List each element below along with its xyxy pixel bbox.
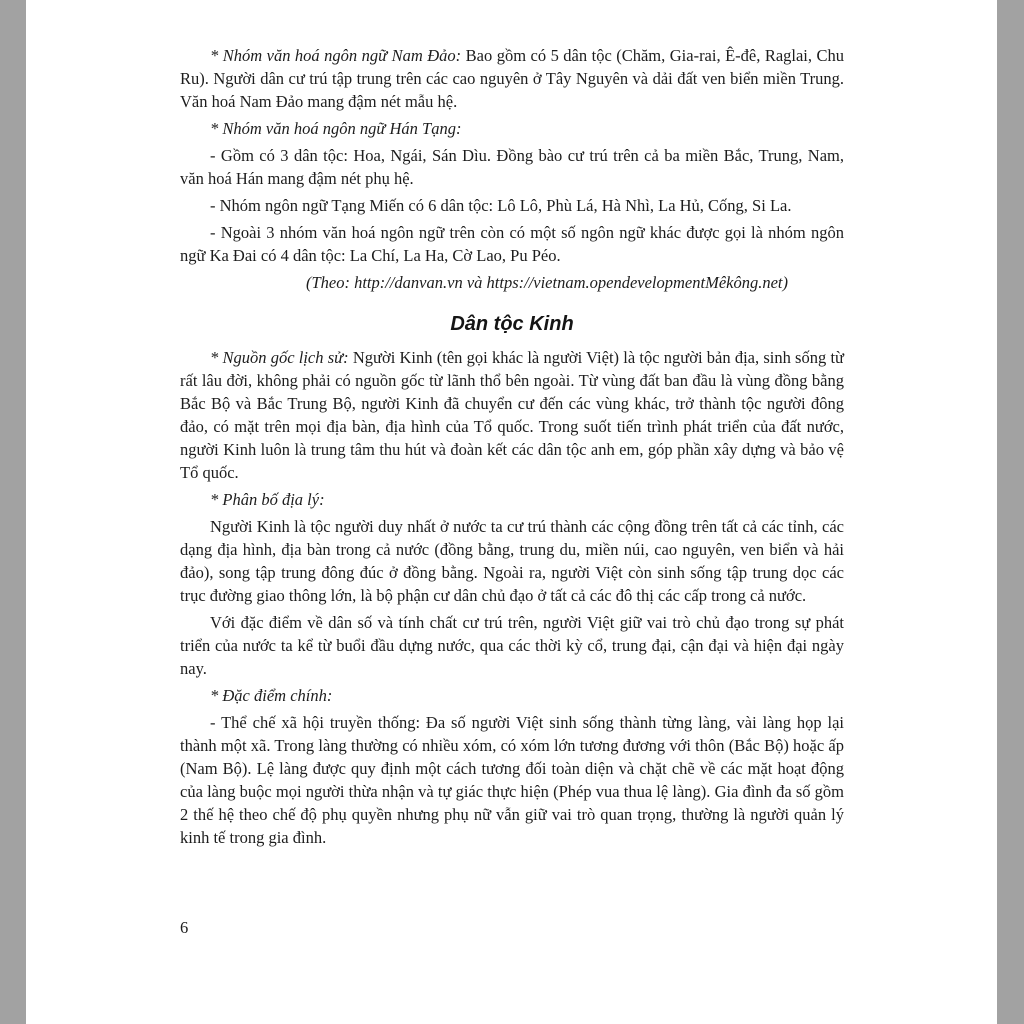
paragraph	[180, 194, 844, 217]
paragraph-text: - Ngoài 3 nhóm văn hoá ngôn ngữ trên còn có một số ngôn ngữ khác được gọi là nhóm ngôn ngữ Ka Đai có 4 dân tộc: La Chí, La Ha, Cờ Lao, Pu Péo.	[180, 223, 844, 265]
paragraph-lead: * Nhóm văn hoá ngôn ngữ Nam Đảo:	[210, 46, 466, 65]
paragraph	[180, 346, 844, 484]
paragraph	[180, 221, 844, 267]
paragraph-text: Với đặc điểm về dân số và tính chất cư trú trên, người Việt giữ vai trò chủ đạo trong sự phát triển của nước ta kể từ buổi đầu dựng nước, qua các thời kỳ cổ, trung đại, cận đại và hiện đại ngày nay.	[180, 613, 844, 678]
paragraph-text: Người Kinh là tộc người duy nhất ở nước ta cư trú thành các cộng đồng trên tất cả các tỉnh, các dạng địa hình, địa bàn trong cả nước (đồng bằng, trung du, miền núi, cao nguyên, ven biển và hải đảo), song tập trung đông đúc ở đồng bằng. Ngoài ra, người Việt còn sinh sống tập trung dọc các trục đường giao thông lớn, là bộ phận cư dân chủ đạo ở tất cả các đô thị các cấp trong cả nước.	[180, 517, 844, 605]
source-citation: (Theo: http://danvan.vn và https://vietnam.opendevelopmentMêkông.net)	[305, 273, 789, 292]
paragraph	[180, 711, 844, 849]
paragraph-text: - Nhóm ngôn ngữ Tạng Miến có 6 dân tộc: Lô Lô, Phù Lá, Hà Nhì, La Hủ, Cống, Si La.	[210, 196, 792, 215]
paragraph-lead: * Nhóm văn hoá ngôn ngữ Hán Tạng:	[210, 119, 462, 138]
paragraph	[180, 44, 844, 113]
paragraph	[180, 144, 844, 190]
paragraph	[180, 611, 844, 680]
photo-edge-right	[997, 0, 1024, 1024]
paragraph-text: Bao gồm có 5 dân tộc (Chăm, Gia-rai, Ê-đê, Raglai, Chu Ru). Người dân cư trú tập trung trên các cao nguyên ở Tây Nguyên và dải đất ven biển miền Trung. Văn hoá Nam Đảo mang đậm nét mẫu hệ.	[180, 46, 844, 111]
photo-edge-left	[0, 0, 26, 1024]
paragraph-text: - Thể chế xã hội truyền thống: Đa số người Việt sinh sống thành từng làng, vài làng họp lại thành một xã. Trong làng thường có nhiều xóm, có xóm lớn tương đương với thôn (Bắc Bộ) hoặc ấp (Nam Bộ). Lệ làng được quy định một cách tương đối toàn diện và chặt chẽ về các mặt hoạt động của làng buộc mọi người thừa nhận và tự giác thực hiện (Phép vua thua lệ làng). Gia đình đa số gồm 2 thế hệ theo chế độ phụ quyền nhưng phụ nữ vẫn giữ vai trò quan trọng, thường là người quản lý kinh tế trong gia đình.	[180, 713, 844, 847]
paragraph	[180, 684, 844, 707]
page-number: 6	[180, 918, 189, 937]
paragraph-lead: * Nguồn gốc lịch sử:	[210, 348, 353, 367]
paragraph	[180, 488, 844, 511]
paragraph	[180, 117, 844, 140]
paragraph-lead: * Đặc điểm chính:	[210, 686, 333, 705]
section-heading: Dân tộc Kinh	[450, 313, 574, 335]
paragraph-text: Người Kinh (tên gọi khác là người Việt) là tộc người bản địa, sinh sống từ rất lâu đời, không phải có nguồn gốc từ lãnh thổ bên ngoài. Từ vùng đất ban đầu là vùng đồng bằng Bắc Bộ và Bắc Trung Bộ, người Kinh đã chuyển cư đến các vùng khác, trở thành tộc người đông đảo, có mặt trên mọi địa bàn, địa hình của Tổ quốc. Trong suốt tiến trình phát triển của đất nước, người Kinh luôn là trung tâm thu hút và đoàn kết các dân tộc anh em, góp phần xây dựng và bảo vệ Tổ quốc.	[180, 348, 844, 482]
paragraph-lead: * Phân bố địa lý:	[210, 490, 325, 509]
paragraph	[180, 515, 844, 607]
page	[26, 0, 997, 1024]
text-column	[180, 44, 844, 853]
paragraph-text: - Gồm có 3 dân tộc: Hoa, Ngái, Sán Dìu. Đồng bào cư trú trên cả ba miền Bắc, Trung, Nam, văn hoá Hán mang đậm nét phụ hệ.	[180, 146, 844, 188]
